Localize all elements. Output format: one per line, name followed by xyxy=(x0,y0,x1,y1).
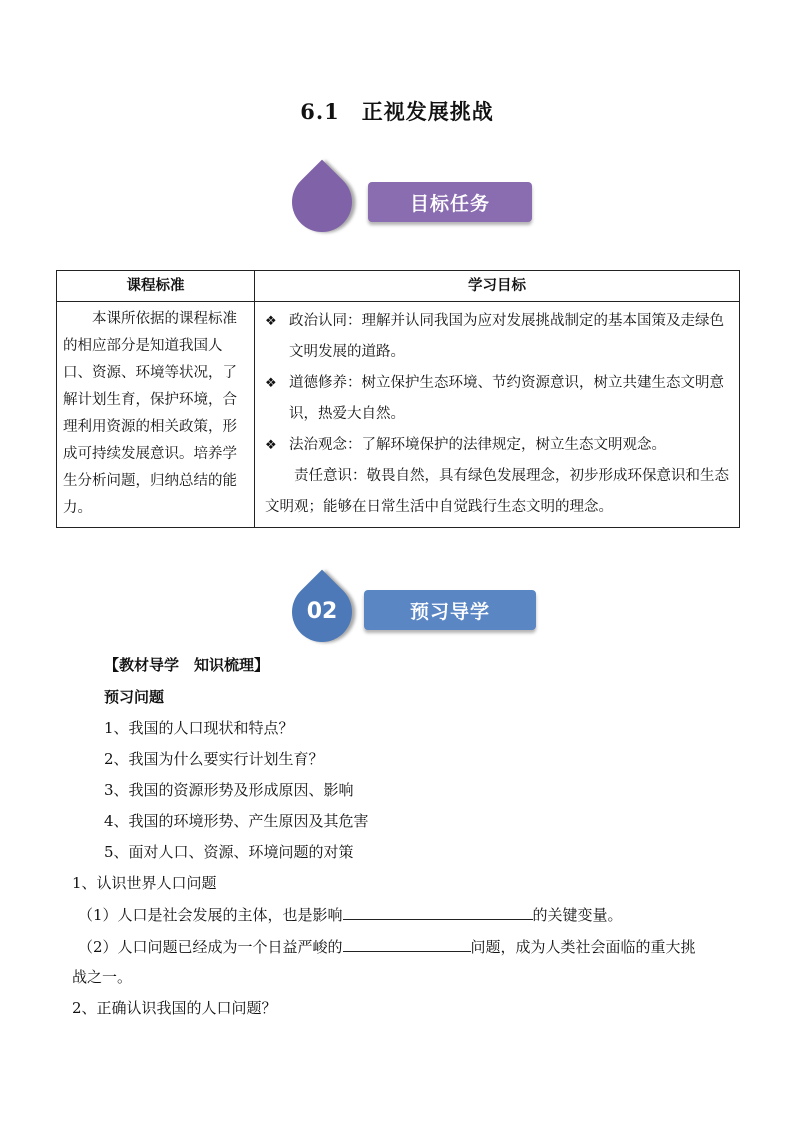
badge-label: 预习导学 xyxy=(364,590,536,630)
fill-text: （1）人口是社会发展的主体，也是影响 xyxy=(78,906,343,924)
lesson-number: 6.1 xyxy=(300,99,340,124)
fill-text: 问题，成为人类社会面临的重大挑 xyxy=(470,938,696,956)
question-item: 3、我国的资源形势及形成原因、影响 xyxy=(104,781,354,799)
diamond-bullet-icon: ❖ xyxy=(265,438,277,453)
objective-item xyxy=(265,306,731,368)
standard-cell: 本课所依据的课程标准的相应部分是知道我国人口、资源、环境等状况，了解计划生育，保护环境，合理利用资源的相关政策，形成可持续发展意识。培养学生分析问题，归纳总结的能力。 xyxy=(57,302,255,528)
badge-label: 目标任务 xyxy=(368,182,532,222)
goals-table xyxy=(56,270,740,528)
badge-number xyxy=(292,172,352,232)
section-2-title: 2、正确认识我国的人口问题？ xyxy=(72,999,277,1017)
diamond-bullet-icon: ❖ xyxy=(265,376,277,391)
fill-item-2-cont: 战之一。 xyxy=(72,968,133,986)
objective-item xyxy=(265,430,731,461)
objective-text: 道德修养：树立保护生态环境、节约资源意识，树立共建生态文明意识，热爱大自然。 xyxy=(289,375,724,422)
diamond-bullet-icon: ❖ xyxy=(265,314,277,329)
objective-text: 法治观念：了解环境保护的法律规定，树立生态文明观念。 xyxy=(289,437,666,453)
table-header-row xyxy=(57,271,740,302)
objective-item xyxy=(265,368,731,430)
fill-text: （2）人口问题已经成为一个日益严峻的 xyxy=(78,938,343,956)
guide-subheading: 预习问题 xyxy=(104,688,165,706)
objective-text: 政治认同：理解并认同我国为应对发展挑战制定的基本国策及走绿色文明发展的道路。 xyxy=(289,313,724,360)
question-item: 5、面对人口、资源、环境问题的对策 xyxy=(104,843,354,861)
lesson-title: 正视发展挑战 xyxy=(361,99,494,124)
fill-item-1 xyxy=(78,904,623,925)
section-1-title: 1、认识世界人口问题 xyxy=(72,874,217,892)
page-title xyxy=(0,96,794,126)
answer-blank[interactable] xyxy=(343,905,533,920)
fill-text: 的关键变量。 xyxy=(532,906,623,924)
question-item: 2、我国为什么要实行计划生育？ xyxy=(104,750,324,768)
question-item: 1、我国的人口现状和特点？ xyxy=(104,719,294,737)
header-standard: 课程标准 xyxy=(57,271,255,302)
table-row xyxy=(57,302,740,528)
header-objectives: 学习目标 xyxy=(255,271,740,302)
answer-blank[interactable] xyxy=(343,937,471,952)
objective-responsibility: 责任意识：敬畏自然，具有绿色发展理念，初步形成环保意识和生态文明观；能够在日常生活中自觉践行生态文明的理念。 xyxy=(265,468,729,515)
objectives-cell xyxy=(255,302,740,528)
question-item: 4、我国的环境形势、产生原因及其危害 xyxy=(104,812,369,830)
badge-number: 02 xyxy=(306,599,338,624)
guide-heading: 【教材导学 知识梳理】 xyxy=(104,656,270,674)
fill-item-2 xyxy=(78,936,696,957)
